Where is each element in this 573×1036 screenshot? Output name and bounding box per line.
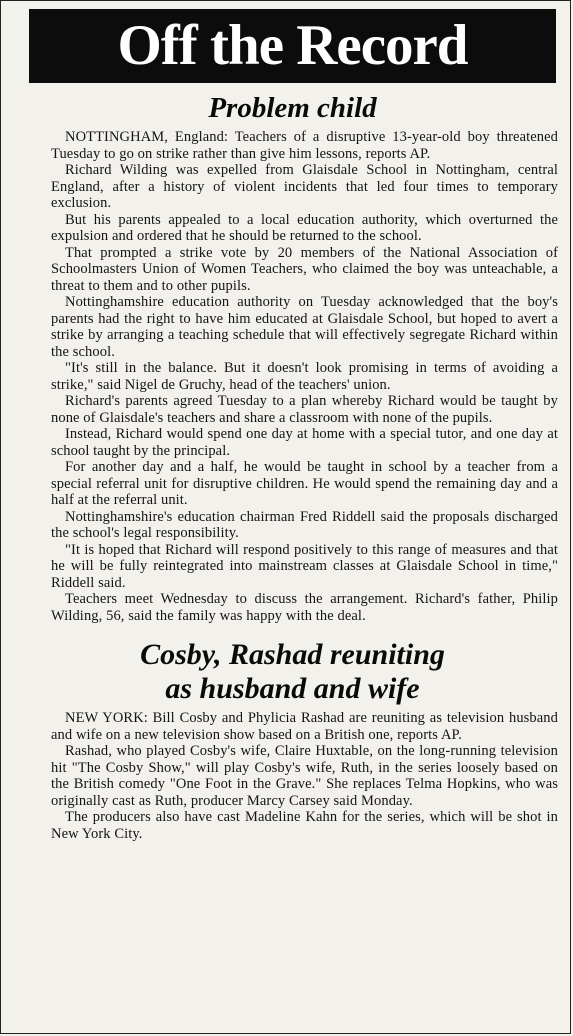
paragraph: Teachers meet Wednesday to discuss the arrangement. Richard's father, Philip Wilding, 56, said the family was happy with the deal. xyxy=(51,591,558,624)
paragraph: But his parents appealed to a local education authority, which overturned the expulsion and ordered that he should be returned to the school. xyxy=(51,211,558,244)
story-2-headline xyxy=(1,638,570,706)
story-2-headline-line-1: Cosby, Rashad reuniting xyxy=(140,638,445,671)
story-1-headline: Problem child xyxy=(208,92,377,124)
paragraph: The producers also have cast Madeline Kahn for the series, which will be shot in New York City. xyxy=(51,809,558,842)
paragraph: Richard's parents agreed Tuesday to a plan whereby Richard would be taught by none of Glaisdale's teachers and share a classroom with none of the pupils. xyxy=(51,393,558,426)
paragraph: Nottinghamshire's education chairman Fred Riddell said the proposals discharged the school's legal responsibility. xyxy=(51,508,558,541)
story-1-body xyxy=(1,129,570,624)
paragraph: Nottinghamshire education authority on Tuesday acknowledged that the boy's parents had the right to have him educated at Glaisdale School, but hoped to avert a strike by arranging a teaching schedule that will effectively segregate Richard within the school. xyxy=(51,294,558,360)
story-2-body xyxy=(1,710,570,842)
paragraph: That prompted a strike vote by 20 members of the National Association of Schoolmasters Union of Women Teachers, who claimed the boy was unteachable, a threat to them and to other pupils. xyxy=(51,244,558,294)
paragraph: For another day and a half, he would be taught in school by a teacher from a special referral unit for disruptive children. He would spend the remaining day and a half at the referral unit. xyxy=(51,459,558,508)
paragraph: Instead, Richard would spend one day at home with a special tutor, and one day at school taught by the principal. xyxy=(51,426,558,459)
paragraph: "It is hoped that Richard will respond positively to this range of measures and that he will be fully reintegrated into mainstream classes at Glaisdale School in time," Riddell said. xyxy=(51,541,558,591)
paragraph: NOTTINGHAM, England: Teachers of a disruptive 13-year-old boy threatened Tuesday to go on strike rather than give him lessons, reports AP. xyxy=(51,129,558,162)
masthead: Off the Record xyxy=(29,9,556,83)
paragraph: NEW YORK: Bill Cosby and Phylicia Rashad are reuniting as television husband and wife on a new television show based on a British one, reports AP. xyxy=(51,710,558,743)
paragraph: Rashad, who played Cosby's wife, Claire Huxtable, on the long-running television hit "The Cosby Show," will play Cosby's wife, Ruth, in the series loosely based on the British comedy "One Foot in the Grave." She replaces Telma Hopkins, who was originally cast as Ruth, producer Marcy Carsey said Monday. xyxy=(51,743,558,809)
story-2-headline-line-2: as husband and wife xyxy=(165,672,420,705)
paragraph: Richard Wilding was expelled from Glaisdale School in Nottingham, central England, after a history of violent incidents that led four times to temporary exclusion. xyxy=(51,162,558,211)
paragraph: "It's still in the balance. But it doesn't look promising in terms of avoiding a strike," said Nigel de Gruchy, head of the teachers' union. xyxy=(51,360,558,393)
